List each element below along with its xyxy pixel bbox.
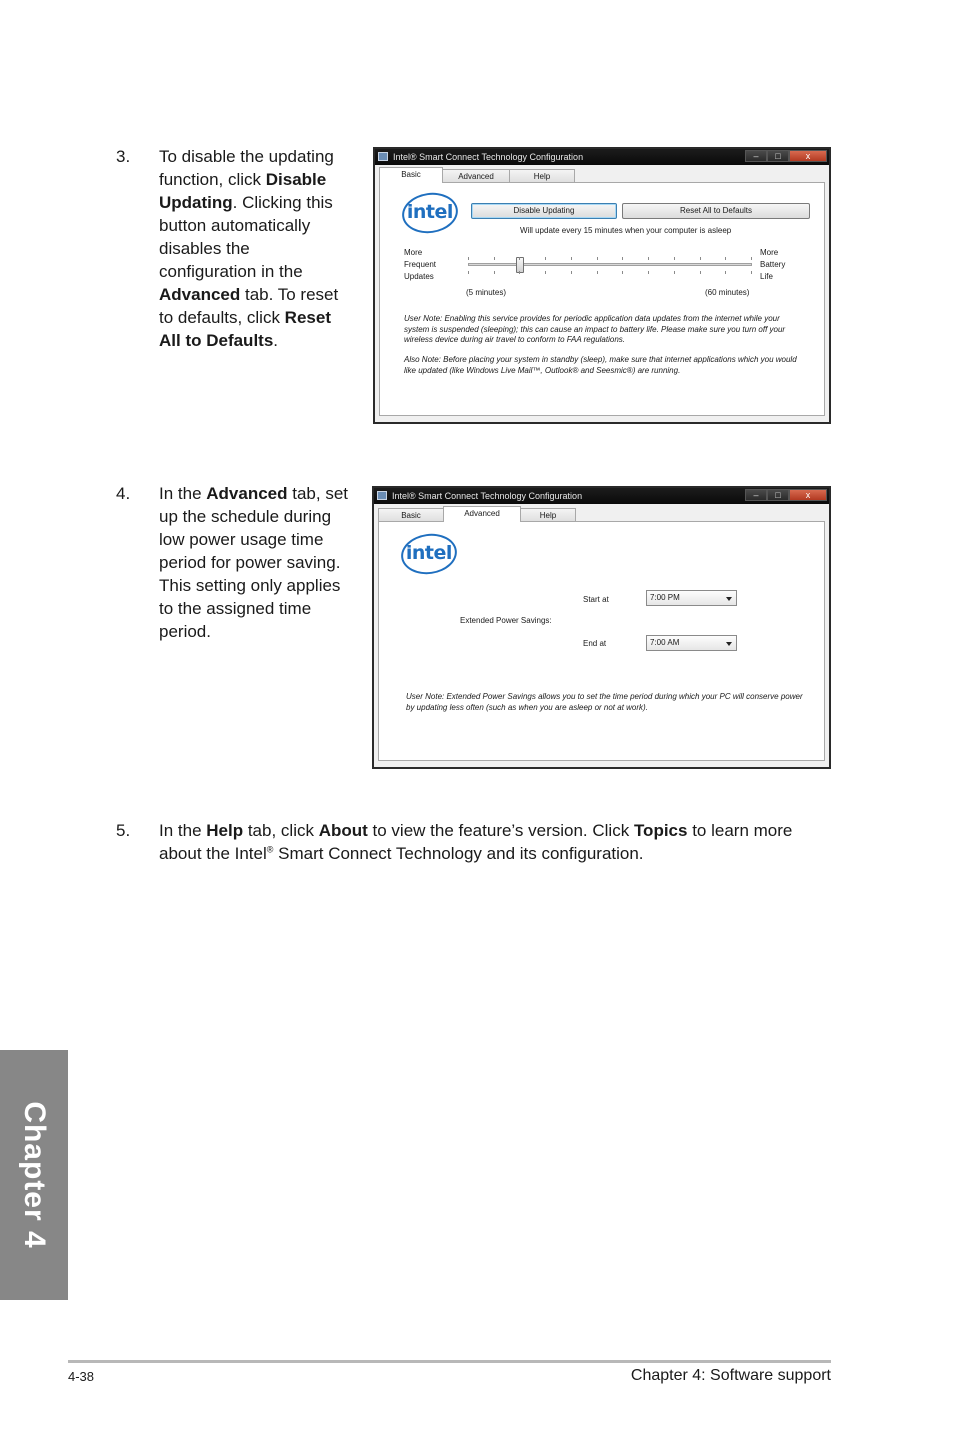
tab-help[interactable]: Help [520,508,576,522]
tab-panel [379,182,825,416]
update-interval-slider-track[interactable] [468,263,752,266]
step-number: 4. [116,484,131,503]
app-icon [378,152,388,161]
disable-updating-button[interactable]: Disable Updating [471,203,617,219]
start-time-select[interactable]: 7:00 PM [646,590,737,606]
slider-tick [725,257,726,260]
slider-tick [648,271,649,274]
slider-left-label-2: Frequent [404,260,437,269]
close-button[interactable]: x [789,150,827,162]
step-5-text: In the Help tab, click About to view the feature’s version. Click Topics to learn more about the Intel® Smart Connect Technology and its configuration. [159,821,793,863]
extended-power-savings-label: Extended Power Savings: [460,616,552,625]
step-4-text: In the Advanced tab, set up the schedule during low power usage time period for power saving. This setting only applies to the assigned time period. [159,484,348,641]
user-note: User Note: Extended Power Savings allows you to set the time period during which your PC will conserve power by updating less often (such as when you are asleep or not at work). [406,692,803,712]
tab-basic[interactable]: Basic [378,508,444,522]
page-number: 4-38 [68,1369,95,1384]
reset-defaults-button[interactable]: Reset All to Defaults [622,203,810,219]
slider-tick [751,271,752,274]
config-window-advanced [372,486,831,769]
slider-left-label-3: Updates [404,272,434,281]
footer-rule [68,1360,831,1363]
user-note: User Note: Enabling this service provides for periodic application data updates from the internet while your system is suspended (sleeping); this can cause an impact to battery life. Please make sure you turn off your wireless device during air travel to conform to FAA regulations. [404,314,786,344]
slider-tick [622,271,623,274]
also-note: Also Note: Before placing your system in standby (sleep), make sure that internet applications which you would like updated (like Windows Live Mail™, Outlook® and Seesmic®) are running. [404,355,797,375]
slider-tick [545,257,546,260]
title-bar [375,149,829,165]
maximize-button[interactable]: □ [767,489,789,501]
slider-tick [700,257,701,260]
end-time-select[interactable]: 7:00 AM [646,635,737,651]
slider-tick [648,257,649,260]
minimize-button[interactable]: – [745,150,767,162]
slider-right-label-3: Life [760,272,773,281]
close-button[interactable]: x [789,489,827,501]
end-at-label: End at [583,639,607,648]
slider-right-label-1: More [760,248,779,257]
slider-min-label: (5 minutes) [466,288,507,297]
step-number: 3. [116,147,131,166]
step-3-text: To disable the updating function, click Disable Updating. Clicking this button automatically disables the configuration in the Advanced tab. To reset to defaults, click Reset All to Defaults. [159,147,339,350]
chevron-down-icon [726,597,732,601]
slider-tick [597,257,598,260]
intel-logo: intel [398,530,459,577]
tab-advanced[interactable]: Advanced [443,506,521,522]
app-icon [377,491,387,500]
step-number: 5. [116,821,131,840]
maximize-button[interactable]: □ [767,150,789,162]
slider-tick [597,271,598,274]
chapter-label: Chapter 4 [18,1101,51,1249]
slider-tick [468,271,469,274]
slider-tick [571,271,572,274]
chevron-down-icon [726,642,732,646]
slider-tick [545,271,546,274]
update-status: Will update every 15 minutes when your computer is asleep [520,226,732,235]
slider-tick [700,271,701,274]
slider-tick [494,257,495,260]
tab-advanced[interactable]: Advanced [442,169,510,183]
slider-tick [751,257,752,260]
slider-max-label: (60 minutes) [705,288,750,297]
start-at-label: Start at [583,595,609,604]
title-bar [374,488,829,504]
tab-panel [378,521,825,761]
slider-tick [674,257,675,260]
slider-right-label-2: Battery [760,260,786,269]
slider-tick [674,271,675,274]
slider-tick [571,257,572,260]
slider-tick [725,271,726,274]
slider-tick [519,257,520,260]
footer-section: Chapter 4: Software support [630,1367,831,1384]
slider-tick [494,271,495,274]
tab-basic[interactable]: Basic [379,167,443,183]
chapter-tab [0,1050,68,1300]
slider-tick [468,257,469,260]
tab-help[interactable]: Help [509,169,575,183]
minimize-button[interactable]: – [745,489,767,501]
slider-left-label-1: More [404,248,423,257]
window-title: Intel® Smart Connect Technology Configuration [393,152,584,162]
config-window-basic [373,147,831,424]
window-title: Intel® Smart Connect Technology Configuration [392,491,583,501]
slider-tick [622,257,623,260]
slider-tick [519,271,520,274]
intel-logo: intel [399,189,460,236]
